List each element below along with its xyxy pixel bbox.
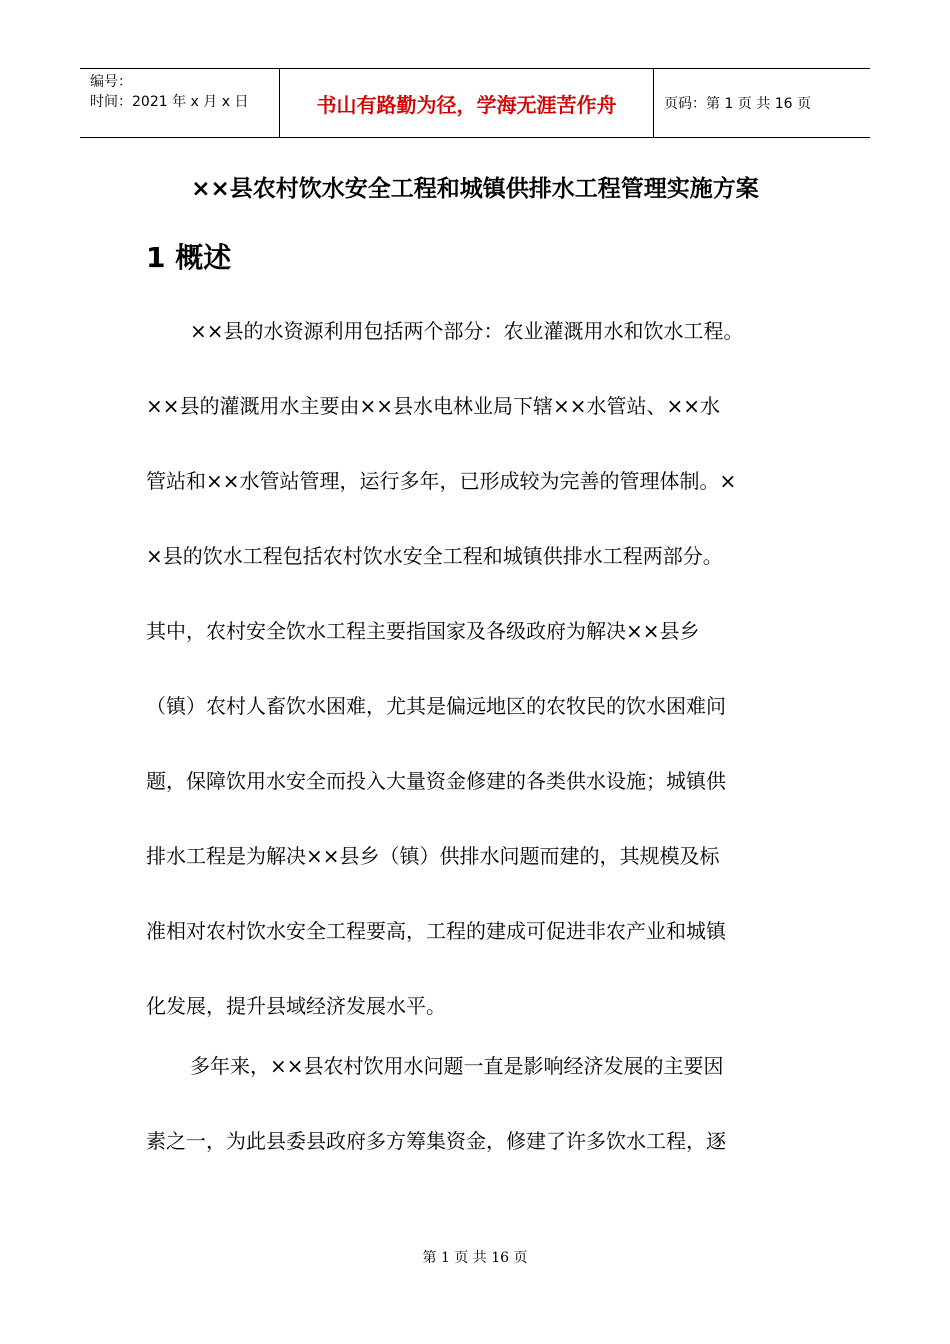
header-motto-cell (280, 69, 654, 137)
number-label: 编号： (90, 74, 132, 90)
body-line: 题，保障饮用水安全而投入大量资金修建的各类供水设施；城镇供 (146, 769, 726, 793)
body-line: 管站和××水管站管理，运行多年，已形成较为完善的管理体制。× (146, 469, 737, 493)
page-code: 页码：第 1 页 共 16 页 (664, 96, 811, 112)
header-left-cell (80, 69, 280, 137)
document-title: ××县农村饮水安全工程和城镇供排水工程管理实施方案 (191, 176, 759, 202)
body-line: 多年来，××县农村饮用水问题一直是影响经济发展的主要因 (190, 1054, 724, 1078)
body-line: 素之一，为此县委县政府多方筹集资金，修建了许多饮水工程，逐 (146, 1129, 726, 1153)
time-label: 时间：2021 年 x 月 x 日 (90, 94, 249, 110)
body-line: 排水工程是为解决××县乡（镇）供排水问题而建的，其规模及标 (146, 844, 720, 868)
body-line: ×县的饮水工程包括农村饮水安全工程和城镇供排水工程两部分。 (146, 544, 723, 568)
body-line: 准相对农村饮水安全工程要高，工程的建成可促进非农产业和城镇 (146, 919, 726, 943)
header-table (80, 68, 870, 138)
body-line: ××县的水资源利用包括两个部分：农业灌溉用水和饮水工程。 (190, 319, 744, 343)
motto: 书山有路勤为径，学海无涯苦作舟 (316, 92, 617, 117)
body-line: 其中，农村安全饮水工程主要指国家及各级政府为解决××县乡 (146, 619, 700, 643)
body-line: （镇）农村人畜饮水困难，尤其是偏远地区的农牧民的饮水困难问 (146, 694, 726, 718)
body-line: ××县的灌溉用水主要由××县水电林业局下辖××水管站、××水 (146, 394, 721, 418)
body-line: 化发展，提升县域经济发展水平。 (146, 994, 446, 1018)
section-heading: 1 概述 (146, 241, 232, 274)
page-footer: 第 1 页 共 16 页 (422, 1250, 528, 1266)
